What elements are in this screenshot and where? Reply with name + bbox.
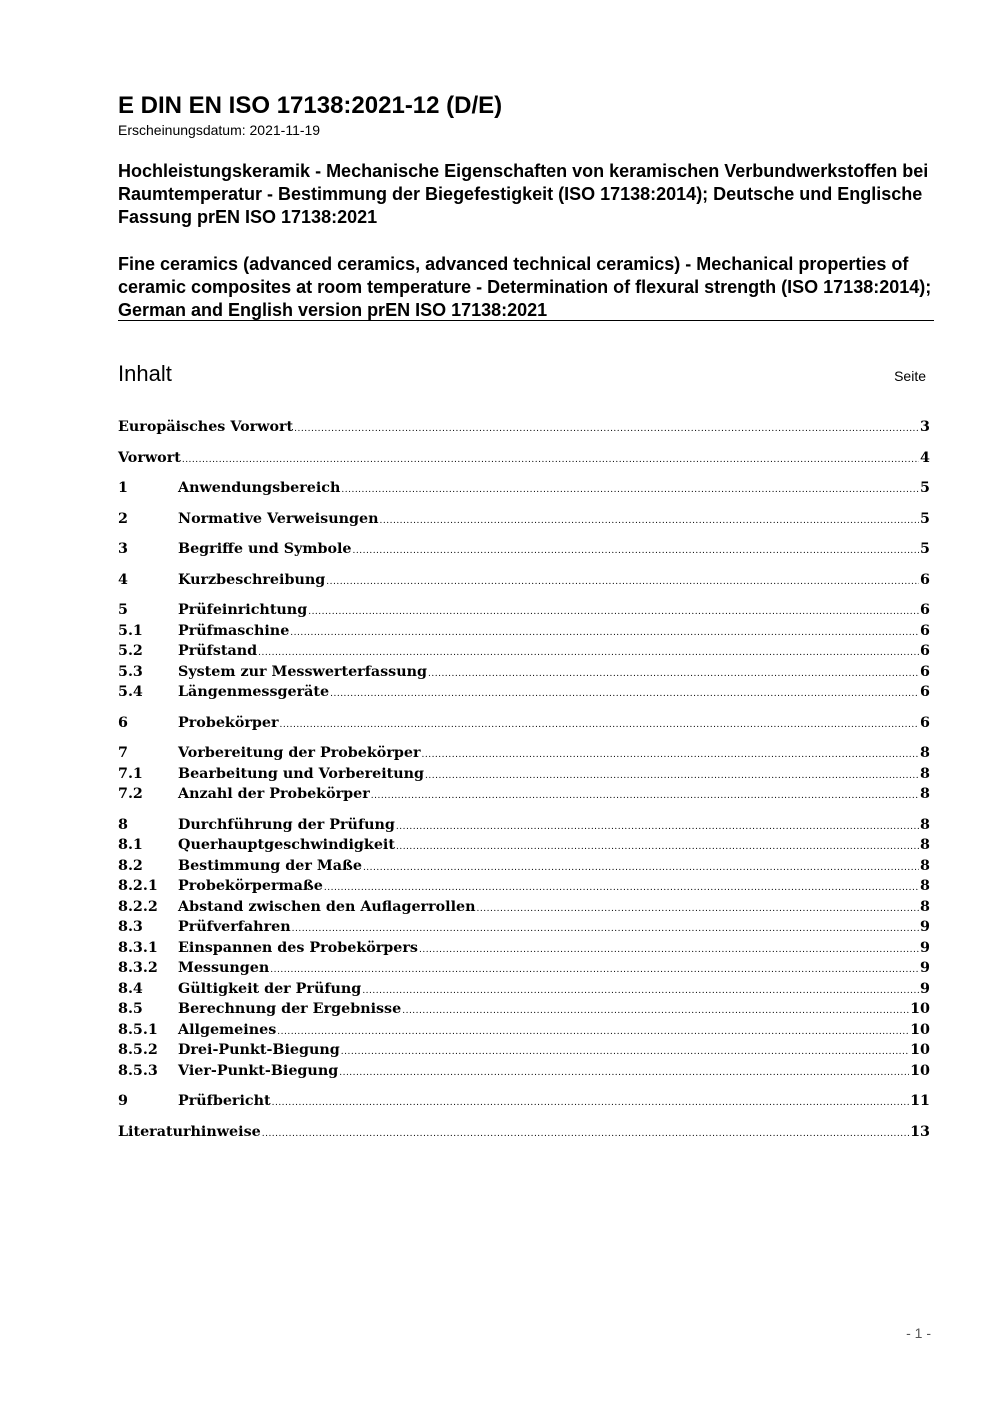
toc-title: Inhalt (118, 361, 172, 386)
toc-entry-page: 9 (920, 960, 930, 976)
toc-leader-dots (341, 1040, 909, 1060)
toc-entry-page: 6 (920, 714, 930, 731)
toc-entry-page: 4 (920, 449, 930, 466)
toc-entry-number: 1 (118, 480, 128, 496)
toc-entry-label: Europäisches Vorwort (118, 419, 294, 435)
toc-leader-dots (339, 1061, 909, 1081)
toc-leader-dots (363, 856, 919, 876)
toc-entry-label: Normative Verweisungen (178, 510, 379, 527)
toc-entry[interactable] (118, 417, 930, 438)
toc-leader-dots (308, 600, 919, 620)
toc-entry[interactable] (118, 641, 930, 662)
toc-entry-number: 8.4 (118, 980, 143, 997)
toc-entry[interactable] (118, 835, 930, 856)
toc-leader-dots (428, 662, 919, 682)
toc-entry-page: 8 (920, 816, 930, 833)
toc-entry-page: 13 (910, 1123, 930, 1140)
toc-entry[interactable] (118, 743, 930, 764)
toc-entry[interactable] (118, 958, 930, 979)
toc-entry-label: Anzahl der Probekörper (178, 786, 370, 802)
toc-entry[interactable] (118, 509, 930, 530)
toc-leader-dots (326, 570, 919, 590)
page-number: - 1 - (906, 1325, 931, 1341)
toc-entry-label: Querhauptgeschwindigkeit (178, 837, 395, 853)
toc-entry-page: 8 (920, 898, 930, 915)
toc-entry-page: 6 (920, 663, 930, 680)
toc-entry-label: Begriffe und Symbole (178, 541, 352, 557)
toc-entry-page: 8 (920, 786, 930, 802)
toc-leader-dots (262, 1122, 909, 1142)
toc-entry-page: 9 (920, 980, 930, 997)
toc-page-label: Seite (894, 368, 926, 384)
toc-entry-label: Messungen (178, 960, 270, 976)
toc-entry[interactable] (118, 938, 930, 959)
toc-entry-number: 6 (118, 714, 128, 731)
toc-leader-dots (425, 764, 919, 784)
toc-entry[interactable] (118, 999, 930, 1020)
toc-leader-dots (380, 509, 920, 529)
header-divider (118, 320, 934, 321)
toc-leader-dots (421, 743, 919, 763)
toc-entry-number: 3 (118, 541, 128, 557)
toc-entry-number: 4 (118, 571, 128, 588)
toc-leader-dots (324, 876, 919, 896)
toc-entry[interactable] (118, 1061, 930, 1082)
toc-entry-label: Durchführung der Prüfung (178, 816, 395, 833)
toc-entry-page: 8 (920, 765, 930, 782)
toc-entry-number: 7 (118, 745, 128, 761)
toc-leader-dots (419, 938, 919, 958)
toc-leader-dots (290, 621, 919, 641)
toc-entry-page: 11 (910, 1093, 930, 1109)
toc-entry-number: 8.3 (118, 919, 143, 935)
toc-leader-dots (477, 897, 920, 917)
publication-date: Erscheinungsdatum: 2021-11-19 (118, 122, 321, 138)
toc-entry[interactable] (118, 600, 930, 621)
toc-entry-page: 9 (920, 939, 930, 956)
toc-entry-label: Längenmessgeräte (178, 684, 330, 700)
document-id: E DIN EN ISO 17138:2021-12 (D/E) (118, 92, 503, 119)
toc-entry[interactable] (118, 621, 930, 642)
toc-leader-dots (371, 784, 919, 804)
toc-entry-page: 10 (910, 1021, 930, 1038)
toc-entry-number: 9 (118, 1093, 128, 1109)
toc-entry[interactable] (118, 478, 930, 499)
toc-entry-page: 8 (920, 878, 930, 894)
toc-leader-dots (294, 417, 919, 437)
toc-entry[interactable] (118, 897, 930, 918)
toc-entry-number: 8 (118, 816, 128, 833)
toc-entry-number: 5 (118, 602, 128, 618)
toc-entry[interactable] (118, 682, 930, 703)
toc-entry-label: System zur Messwerterfassung (178, 663, 427, 680)
toc-leader-dots (270, 958, 919, 978)
toc-entry-page: 5 (920, 541, 930, 557)
toc-entry-page: 6 (920, 684, 930, 700)
toc-entry-page: 10 (910, 1042, 930, 1058)
toc-entry-number: 2 (118, 510, 128, 527)
toc-entry[interactable] (118, 713, 930, 734)
table-of-contents (118, 417, 930, 1142)
toc-entry-number: 5.4 (118, 684, 143, 700)
toc-entry-label: Probekörpermaße (178, 878, 323, 894)
toc-entry-number: 8.2.2 (118, 898, 158, 915)
toc-entry-label: Literaturhinweise (118, 1123, 261, 1140)
toc-entry[interactable] (118, 764, 930, 785)
toc-entry-page: 5 (920, 510, 930, 527)
toc-entry-label: Prüfeinrichtung (178, 602, 308, 618)
document-header (118, 92, 934, 322)
toc-entry-label: Kurzbeschreibung (178, 571, 326, 588)
toc-leader-dots (396, 835, 919, 855)
toc-leader-dots (182, 448, 919, 468)
toc-entry-label: Vorwort (118, 449, 181, 466)
toc-entry[interactable] (118, 917, 930, 938)
toc-entry[interactable] (118, 448, 930, 469)
toc-entry-page: 9 (920, 919, 930, 935)
toc-leader-dots (330, 682, 919, 702)
toc-entry-number: 8.5.1 (118, 1021, 158, 1038)
toc-entry-page: 6 (920, 643, 930, 659)
toc-leader-dots (402, 999, 909, 1019)
toc-leader-dots (396, 815, 919, 835)
toc-entry-label: Abstand zwischen den Auflagerrollen (178, 898, 476, 915)
toc-entry[interactable] (118, 1091, 930, 1112)
toc-entry-label: Vier-Punkt-Biegung (178, 1062, 339, 1079)
toc-entry-number: 5.1 (118, 622, 143, 639)
toc-entry-page: 6 (920, 571, 930, 588)
toc-entry-label: Prüfverfahren (178, 919, 291, 935)
toc-entry-label: Bestimmung der Maße (178, 857, 362, 874)
toc-entry[interactable] (118, 570, 930, 591)
toc-entry[interactable] (118, 1040, 930, 1061)
toc-leader-dots (292, 917, 919, 937)
toc-leader-dots (272, 1091, 910, 1111)
toc-entry[interactable] (118, 815, 930, 836)
toc-entry[interactable] (118, 1020, 930, 1041)
toc-entry-number: 8.5 (118, 1001, 143, 1017)
toc-entry-page: 10 (910, 1062, 930, 1079)
toc-entry-number: 8.5.3 (118, 1062, 158, 1079)
toc-leader-dots (280, 713, 920, 733)
toc-entry-label: Allgemeines (178, 1021, 277, 1038)
toc-entry-label: Berechnung der Ergebnisse (178, 1001, 402, 1017)
toc-entry-page: 5 (920, 480, 930, 496)
toc-entry[interactable] (118, 876, 930, 897)
title-german: Hochleistungskeramik - Mechanische Eigenschaften von keramischen Verbundwerkstoffen bei Raumtemperatur - Bestimmung der Biegefestigkeit (ISO 17138:2014); Deutsche und Englische Fassung prEN ISO 17138:2021 (118, 161, 929, 227)
toc-entry-page: 8 (920, 837, 930, 853)
toc-entry-label: Prüfstand (178, 643, 258, 659)
toc-entry-number: 8.1 (118, 837, 143, 853)
toc-entry-label: Prüfbericht (178, 1093, 271, 1109)
toc-entry-label: Probekörper (178, 714, 279, 731)
toc-entry-page: 6 (920, 602, 930, 618)
toc-entry[interactable] (118, 662, 930, 683)
toc-entry-number: 8.3.1 (118, 939, 158, 956)
toc-leader-dots (353, 539, 920, 559)
toc-heading (118, 360, 926, 390)
toc-entry-page: 8 (920, 857, 930, 874)
toc-entry-number: 5.3 (118, 663, 143, 680)
toc-entry-page: 8 (920, 745, 930, 761)
toc-entry-number: 5.2 (118, 643, 143, 659)
toc-entry-label: Prüfmaschine (178, 622, 290, 639)
toc-leader-dots (341, 478, 919, 498)
toc-entry[interactable] (118, 979, 930, 1000)
toc-leader-dots (258, 641, 919, 661)
toc-entry-label: Vorbereitung der Probekörper (178, 745, 421, 761)
toc-entry-page: 10 (910, 1001, 930, 1017)
toc-leader-dots (277, 1020, 909, 1040)
toc-entry[interactable] (118, 1122, 930, 1143)
toc-entry-number: 8.5.2 (118, 1042, 158, 1058)
toc-leader-dots (362, 979, 919, 999)
toc-entry-label: Drei-Punkt-Biegung (178, 1042, 340, 1058)
toc-entry-page: 6 (920, 622, 930, 639)
toc-entry-number: 8.2.1 (118, 878, 158, 894)
toc-entry-number: 8.3.2 (118, 960, 158, 976)
toc-entry-label: Bearbeitung und Vorbereitung (178, 765, 425, 782)
toc-entry-number: 7.2 (118, 786, 143, 802)
toc-entry-number: 7.1 (118, 765, 143, 782)
toc-entry[interactable] (118, 539, 930, 560)
toc-entry[interactable] (118, 856, 930, 877)
toc-entry[interactable] (118, 784, 930, 805)
toc-entry-label: Gültigkeit der Prüfung (178, 980, 362, 997)
toc-entry-page: 3 (920, 419, 930, 435)
toc-entry-label: Einspannen des Probekörpers (178, 939, 418, 956)
toc-entry-label: Anwendungsbereich (178, 480, 341, 496)
toc-entry-number: 8.2 (118, 857, 143, 874)
title-english: Fine ceramics (advanced ceramics, advanced technical ceramics) - Mechanical properties of ceramic composites at room temperature - Determination of flexural strength (ISO 17138:2014); German and English version prEN ISO 17138:2021 (118, 254, 932, 320)
